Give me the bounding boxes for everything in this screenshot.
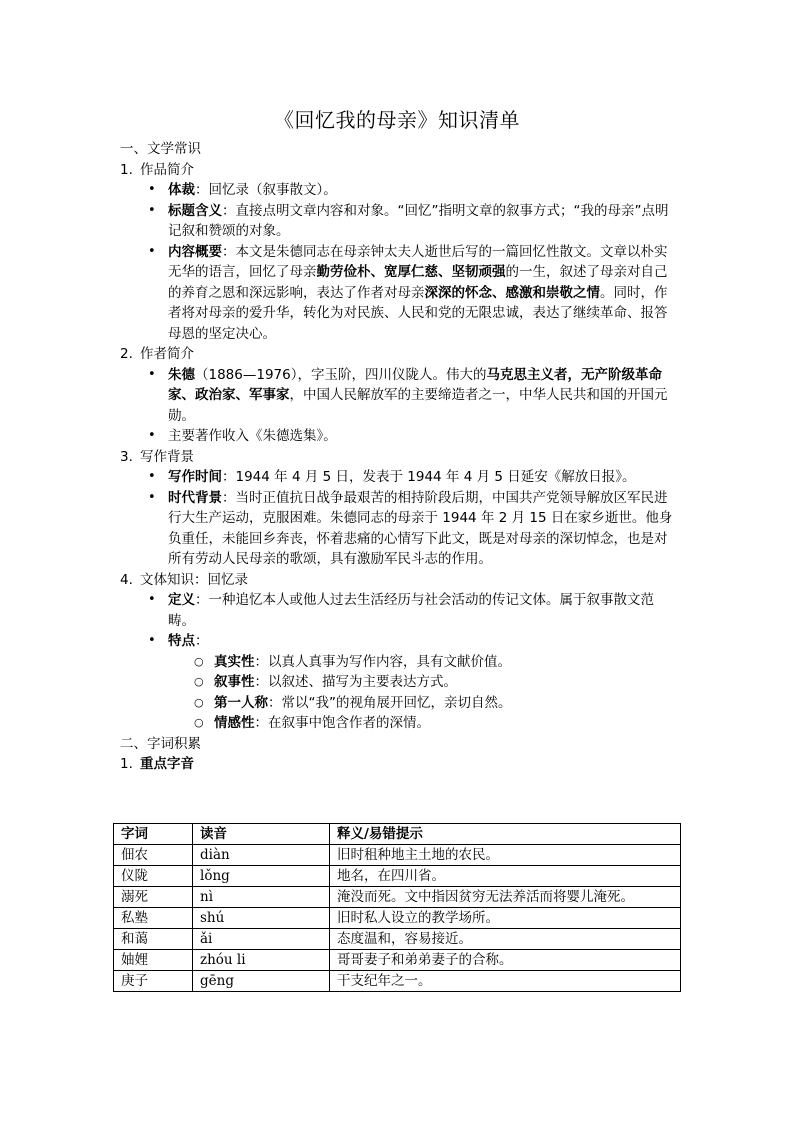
cell-pronunciation: diàn [193, 845, 330, 866]
cell-word: 仪陇 [114, 866, 193, 887]
item-label: 时代背景 [168, 489, 222, 506]
table-row [114, 929, 681, 950]
cell-meaning: 旧时租种地主土地的农民。 [330, 845, 681, 866]
vocabulary-table [113, 823, 681, 992]
cell-pronunciation: zhóu li [193, 950, 330, 971]
cell-meaning: 淹没而死。文中指因贫穷无法养活而将婴儿淹死。 [330, 887, 681, 908]
item-text: ：直接点明文章内容和对象。“回忆”指明文章的叙事方式；“我的母亲”点明记叙和赞颂的对象。 [168, 202, 669, 239]
features-list [168, 652, 680, 734]
cell-word: 佃农 [114, 845, 193, 866]
feature-label: 叙事性 [214, 674, 255, 690]
item-text: 主要著作收入《朱德选集》。 [168, 428, 337, 444]
author-intro-list [120, 365, 680, 447]
genre-knowledge-list [120, 590, 680, 734]
subheading-number: 1. [120, 756, 133, 772]
list-item-era-background [168, 488, 680, 570]
feature-label: 情感性 [214, 715, 255, 731]
document-title: 《回忆我的母亲》知识清单 [274, 108, 520, 132]
section-heading-vocabulary: 二、字词积累 [120, 735, 201, 752]
feature-label: 真实性 [214, 653, 255, 670]
column-header-meaning: 释义/易错提示 [330, 824, 681, 845]
cell-meaning: 干支纪年之一。 [330, 971, 681, 992]
feature-text: ：以真人真事为写作内容，具有文献价值。 [254, 653, 511, 670]
table-row [114, 845, 681, 866]
subheading-genre-knowledge [120, 570, 680, 591]
cell-word: 私塾 [114, 908, 193, 929]
section-heading-literature: 一、文学常识 [120, 141, 201, 157]
item-label: 写作时间 [168, 469, 222, 485]
cell-meaning: 哥哥妻子和弟弟妻子的合称。 [330, 950, 681, 971]
subheading-number: 2. [120, 346, 133, 362]
item-text: ：1944 年 4 月 5 日，发表于 1944 年 4 月 5 日延安《解放日报》。 [222, 469, 636, 485]
list-item-summary [168, 242, 680, 345]
cell-pronunciation: gēng [193, 971, 330, 992]
cell-word: 庚子 [114, 971, 193, 992]
background-list [120, 467, 680, 570]
table-header-row [114, 824, 681, 845]
list-item-genre [168, 180, 680, 201]
cell-meaning: 态度温和，容易接近。 [330, 929, 681, 950]
table-row [114, 908, 681, 929]
subheading-text: 作品简介 [140, 161, 194, 178]
subheading-text: 重点字音 [140, 756, 194, 772]
cell-word: 和蔼 [114, 929, 193, 950]
table-row [114, 950, 681, 971]
subheading-author-intro [120, 344, 680, 365]
item-text: 。同时，作者将对母亲的爱升华，转化为对民族、人民和党的无限忠诚，表达了继续革命、报答母恩的坚定决心。 [168, 284, 668, 342]
table-row [114, 887, 681, 908]
list-item-definition [168, 590, 680, 631]
item-label: 特点 [168, 633, 195, 649]
subheading-background [120, 447, 680, 468]
cell-pronunciation: ǎi [193, 929, 330, 950]
item-label: 体裁 [168, 182, 195, 198]
cell-meaning: 旧时私人设立的教学场所。 [330, 908, 681, 929]
feature-label: 第一人称 [214, 694, 268, 711]
column-header-pronunciation: 读音 [193, 824, 330, 845]
item-text: ，中国人民解放军的主要缔造者之一，中华人民共和国的开国元勋。 [168, 387, 668, 424]
feature-text: ：以叙述、描写为主要表达方式。 [254, 674, 457, 690]
subheading-number: 4. [120, 571, 133, 588]
feature-item [214, 672, 680, 693]
table-row [114, 971, 681, 992]
feature-text: ：常以“我”的视角展开回忆，亲切自然。 [268, 694, 512, 711]
document-body [120, 139, 680, 775]
feature-item [214, 713, 680, 734]
cell-meaning: 地名，在四川省。 [330, 866, 681, 887]
column-header-word: 字词 [114, 824, 193, 845]
item-bold: 马克思主义者，无产阶级革命家、政治家、军事家 [168, 366, 662, 403]
feature-item [214, 652, 680, 673]
list-item-features [168, 631, 680, 734]
item-text: ：当时正值抗日战争最艰苦的相持阶段后期，中国共产党领导解放区军民进行大生产运动，克服困难。朱德同志的母亲于 1944 年 2 月 15 日在家乡逝世。他身负重任，未能回乡奔丧，怀着悲痛的心情写下此文，既是对母亲的深切悼念，也是对所有劳动人民母亲的歌颂，具有激励军民斗志的作用。 [168, 489, 673, 567]
subheading-number: 3. [120, 448, 133, 465]
subheading-text: 写作背景 [140, 448, 194, 465]
cell-word: 妯娌 [114, 950, 193, 971]
item-text: 的一生，叙述了母亲对自己的养育之恩和深远影响，表达了作者对母亲 [168, 264, 668, 301]
item-text: ：一种追忆本人或他人过去生活经历与社会活动的传记文体。属于叙事散文范畴。 [168, 592, 654, 629]
subheading-number: 1. [120, 161, 133, 178]
work-intro-list [120, 180, 680, 344]
cell-pronunciation: lǒng [193, 866, 330, 887]
item-text: （1886—1976），字玉阶，四川仪陇人。伟大的 [195, 366, 487, 383]
subheading-text: 作者简介 [140, 346, 194, 362]
cell-word: 溺死 [114, 887, 193, 908]
subheading-work-intro [120, 160, 680, 181]
table-row [114, 866, 681, 887]
item-bold: 勤劳俭朴、宽厚仁慈、坚韧顽强 [316, 264, 506, 280]
feature-item [214, 693, 680, 714]
subheading-pronunciation [120, 754, 680, 775]
feature-text: ：在叙事中饱含作者的深情。 [254, 715, 430, 731]
item-label: 定义 [168, 592, 195, 608]
list-item-author [168, 365, 680, 427]
cell-pronunciation: nì [193, 887, 330, 908]
item-text: ：本文是朱德同志在母亲钟太夫人逝世后写的一篇回忆性散文。文章以朴实无华的语言，回忆了母亲 [168, 243, 668, 280]
item-bold: 深深的怀念、感激和崇敬之情 [424, 284, 600, 301]
item-label: 朱德 [168, 366, 195, 383]
item-text: ：回忆录（叙事散文）。 [195, 182, 337, 198]
item-label: 标题含义 [168, 202, 222, 219]
list-item-writing-time [168, 467, 680, 488]
cell-pronunciation: shú [193, 908, 330, 929]
subheading-text: 文体知识：回忆录 [140, 571, 248, 588]
item-text: ： [195, 633, 209, 649]
item-label: 内容概要 [168, 243, 222, 260]
list-item-works [168, 426, 680, 447]
list-item-title-meaning [168, 201, 680, 242]
